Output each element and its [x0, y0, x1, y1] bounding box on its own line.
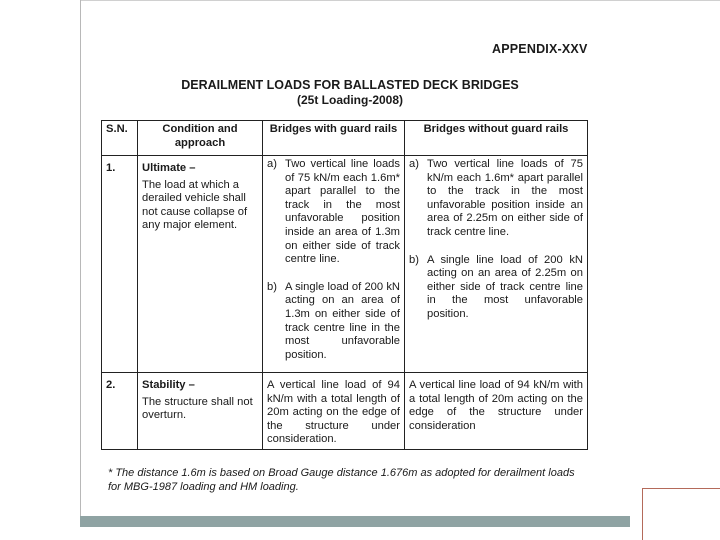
document-subtitle: (25t Loading-2008)	[296, 93, 404, 107]
item-label: b)	[267, 280, 277, 293]
row-sn: 2.	[102, 373, 138, 450]
item-text: Two vertical line loads of 75 kN/m each 1.6m* apart parallel to the track in the most unfavorable position inside an area of 2.25m on either side of track centre line.	[427, 158, 583, 238]
corner-accent-vertical	[642, 488, 643, 540]
corner-accent-horizontal	[642, 488, 720, 489]
cell-text: A vertical line load of 94 kN/m with a total length of 20m acting on the edge of the structure under consideration	[409, 379, 583, 432]
header-condition: Condition and approach	[138, 121, 263, 156]
list-item	[409, 254, 583, 322]
list-item	[267, 158, 400, 267]
bottom-band	[80, 516, 630, 527]
item-text: Two vertical line loads of 75 kN/m each 1.6m* apart parallel to the track in the most unfavorable position inside an area of 1.3m on either side of track centre line.	[285, 158, 400, 266]
row-condition	[138, 156, 263, 373]
condition-title: Stability –	[142, 379, 195, 391]
row-with-guard-rails	[263, 373, 405, 450]
condition-description: The structure shall not overturn.	[142, 395, 253, 422]
condition-description: The load at which a derailed vehicle shall not cause collapse of any major element.	[142, 178, 248, 232]
item-label: b)	[409, 253, 419, 266]
footnote: * The distance 1.6m is based on Broad Gauge distance 1.676m as adopted for derailment loads for MBG-1987 loading and HM loading.	[108, 467, 575, 493]
item-text: A single load of 200 kN acting on an area of 1.3m on either side of track centre line in the most unfavorable position.	[285, 280, 400, 361]
header-with-guard-rails: Bridges with guard rails	[263, 121, 405, 156]
frame-top-line	[80, 0, 720, 1]
header-sn: S.N.	[102, 121, 138, 156]
list-item	[267, 281, 400, 363]
document-title: DERAILMENT LOADS FOR BALLASTED DECK BRIDGES	[181, 78, 519, 92]
item-text: A single line load of 200 kN acting on an area of 2.25m on either side of track centre line in the most unfavorable position.	[427, 253, 583, 320]
condition-title: Ultimate –	[142, 162, 196, 174]
item-label: a)	[409, 158, 419, 170]
table-row	[102, 373, 588, 450]
row-with-guard-rails	[263, 156, 405, 373]
item-label: a)	[267, 158, 277, 170]
derailment-loads-table	[101, 120, 588, 450]
table-row	[102, 156, 588, 373]
row-without-guard-rails	[405, 156, 588, 373]
list-item	[409, 158, 583, 240]
appendix-label: APPENDIX-XXV	[492, 42, 588, 56]
row-sn: 1.	[102, 156, 138, 373]
header-without-guard-rails: Bridges without guard rails	[405, 121, 588, 156]
table-header-row	[102, 121, 588, 156]
cell-text: A vertical line load of 94 kN/m with a total length of 20m acting on the edge of the structure under consideration.	[267, 379, 400, 446]
row-without-guard-rails	[405, 373, 588, 450]
row-condition	[138, 373, 263, 450]
frame-left-line	[80, 0, 81, 516]
